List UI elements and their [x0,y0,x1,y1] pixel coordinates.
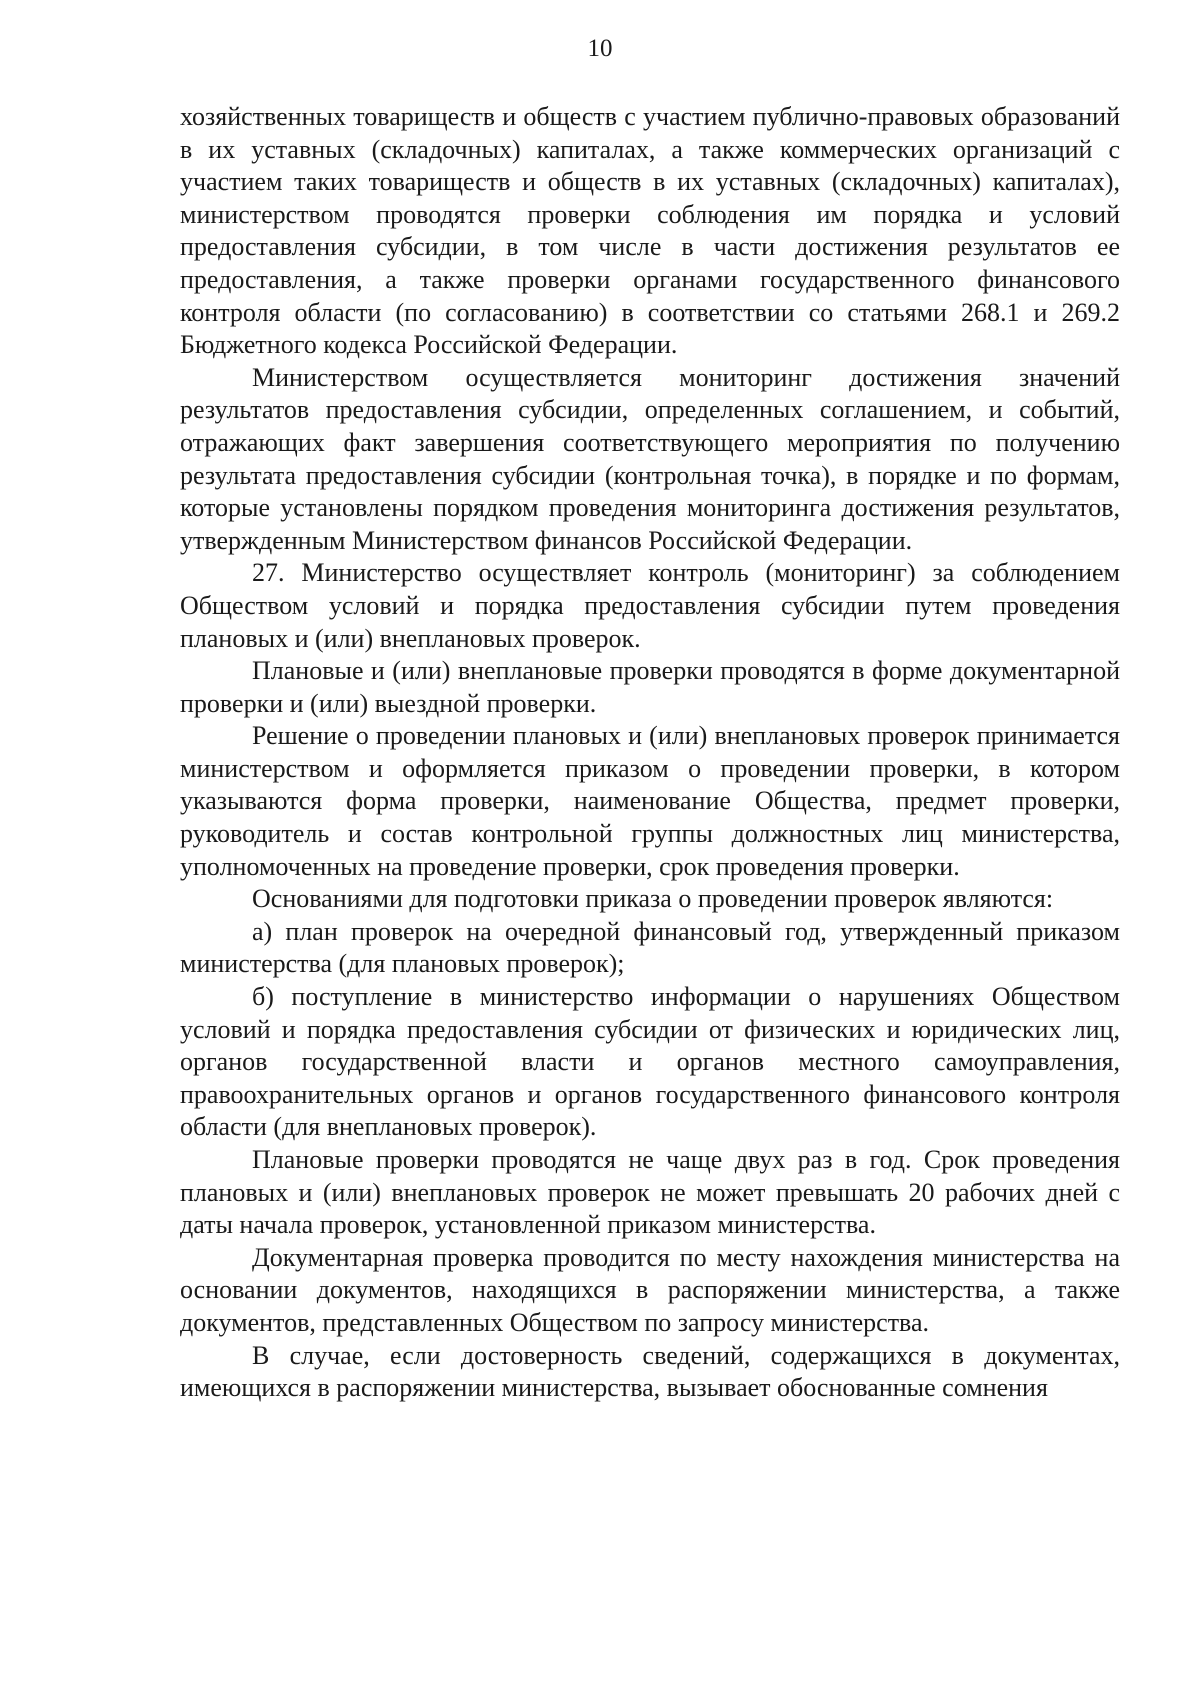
paragraph-reliability: В случае, если достоверность сведений, содержащихся в документах, имеющихся в распоряжении министерства, вызывает обоснованные сомнения [180,1340,1120,1403]
paragraph-scheduled-inspections: Плановые проверки проводятся не чаще двух раз в год. Срок проведения плановых и (или) внеплановых проверок не может превышать 20 рабочих дней с даты начала проверок, установленной приказом министерства. [180,1145,1120,1240]
paragraph-monitoring: Министерством осуществляется мониторинг достижения значений результатов предоставления субсидии, определенных соглашением, и событий, отражающих факт завершения соответствующего мероприятия по получению результата предоставления субсидии (контрольная точка), в порядке и по формам, которые установлены порядком проведения мониторинга достижения результатов, утвержденным Министерством финансов Российской Федерации. [180,362,1120,555]
paragraph-inspection-forms: Плановые и (или) внеплановые проверки проводятся в форме документарной проверки и (или) выездной проверки. [180,656,1120,718]
paragraph-inspection-decision: Решение о проведении плановых и (или) внеплановых проверок принимается министерством и оформляется приказом о проведении проверки, в котором указываются форма проверки, наименование Общества, предмет проверки, руководитель и состав контрольной группы должностных лиц министерства, уполномоченных на проведение проверки, срок проведения проверки. [180,721,1120,881]
paragraph-grounds: Основаниями для подготовки приказа о проведении проверок являются: [252,884,1054,914]
paragraph-continuation: хозяйственных товариществ и обществ с участием публично-правовых образований в их уставных (складочных) капиталах, а также коммерческих организаций с участием таких товариществ и обществ в их уставных (складочных) капиталах), министерством проводятся проверки соблюдения им порядка и условий предоставления субсидии, в том числе в части достижения результатов ее предоставления, а также проверки органами государственного финансового контроля области (по согласованию) в соответствии со статьями 268.1 и 269.2 Бюджетного кодекса Российской Федерации. [180,102,1120,360]
paragraph-ground-a: а) план проверок на очередной финансовый год, утвержденный приказом министерства (для плановых проверок); [180,916,1120,979]
paragraph-item-27: 27. Министерство осуществляет контроль (мониторинг) за соблюдением Обществом условий и порядка предоставления субсидии путем проведения плановых и (или) внеплановых проверок. [180,558,1120,653]
paragraph-ground-b: б) поступление в министерство информации о нарушениях Обществом условий и порядка предоставления субсидии от физических и юридических лиц, органов государственной власти и органов местного самоуправления, правоохранительных органов и органов государственного финансового контроля области (для внеплановых проверок). [180,982,1120,1142]
paragraph-documentary-inspection: Документарная проверка проводится по месту нахождения министерства на основании документов, находящихся в распоряжении министерства, а также документов, представленных Обществом по запросу министерства. [180,1242,1120,1337]
page-number: 10 [587,35,613,62]
document-body [180,101,1120,1405]
